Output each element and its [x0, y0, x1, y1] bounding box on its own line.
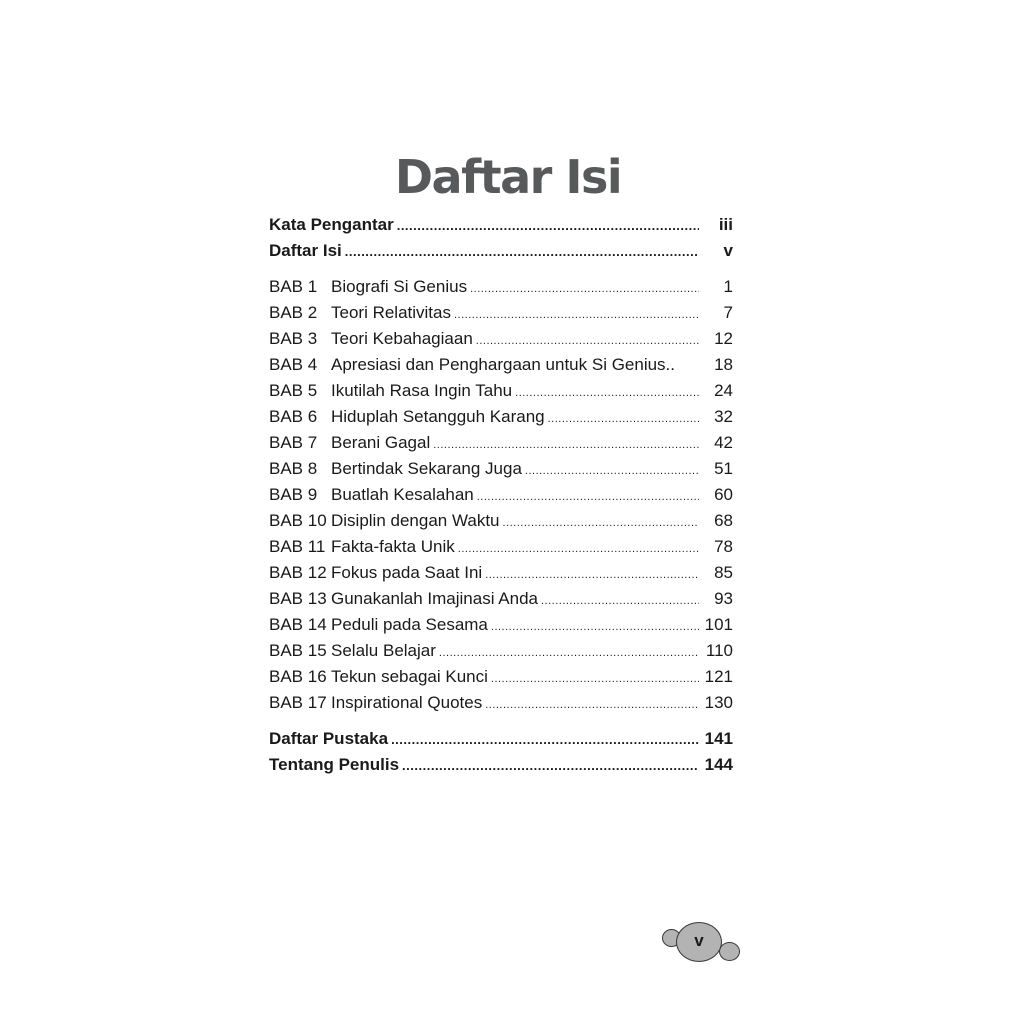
section-gap — [269, 264, 733, 274]
dot-leader — [454, 302, 699, 328]
chapter-number: BAB 8 — [269, 459, 318, 478]
chapter-number: BAB 2 — [269, 303, 318, 322]
toc-row-front-matter[interactable] — [269, 212, 733, 238]
chapter-title: Apresiasi dan Penghargaan untuk Si Genius.. — [331, 355, 676, 374]
toc-page-number: 68 — [714, 511, 733, 530]
chapter-title: Fakta-fakta Unik — [331, 537, 455, 556]
toc-row-chapter[interactable] — [269, 456, 733, 482]
dot-leader — [433, 432, 699, 458]
toc-page-number: 110 — [705, 641, 733, 660]
toc-page-number: 85 — [714, 563, 733, 582]
toc-row-back-matter[interactable] — [269, 752, 733, 778]
chapter-title: Peduli pada Sesama — [331, 615, 488, 634]
toc-row-chapter[interactable] — [269, 482, 733, 508]
toc-row-chapter[interactable] — [269, 638, 733, 664]
table-of-contents — [269, 212, 733, 778]
toc-row-chapter[interactable] — [269, 690, 733, 716]
toc-page-number: 7 — [723, 303, 733, 322]
chapter-title: Teori Relativitas — [331, 303, 451, 322]
toc-page-number: 12 — [714, 329, 733, 348]
toc-row-chapter[interactable] — [269, 534, 733, 560]
chapter-title: Teori Kebahagiaan — [331, 329, 473, 348]
dot-leader — [458, 536, 699, 562]
toc-page-number: 78 — [714, 537, 733, 556]
toc-page-number: 121 — [704, 667, 733, 686]
chapter-title: Gunakanlah Imajinasi Anda — [331, 589, 538, 608]
dot-leader — [485, 692, 699, 718]
toc-page-number: 1 — [723, 277, 733, 296]
chapter-title: Fokus pada Saat Ini — [331, 563, 483, 582]
toc-page-number: 141 — [704, 729, 733, 748]
chapter-number: BAB 6 — [269, 407, 318, 426]
dot-leader — [525, 458, 699, 484]
toc-page-number: 32 — [714, 407, 733, 426]
chapter-title: Tekun sebagai Kunci — [331, 667, 488, 686]
dot-leader — [439, 640, 699, 666]
toc-page-number: 42 — [714, 433, 733, 452]
chapter-number: BAB 16 — [269, 667, 327, 686]
toc-entry-label: Tentang Penulis — [269, 755, 400, 774]
chapter-number: BAB 1 — [269, 277, 318, 296]
dot-leader — [477, 484, 699, 510]
toc-row-chapter[interactable] — [269, 378, 733, 404]
toc-row-chapter[interactable] — [269, 352, 733, 378]
toc-page-number: 60 — [714, 485, 733, 504]
chapter-title: Biografi Si Genius — [331, 277, 468, 296]
dot-leader — [485, 562, 699, 588]
toc-row-chapter[interactable] — [269, 664, 733, 690]
toc-row-back-matter[interactable] — [269, 726, 733, 752]
toc-row-chapter[interactable] — [269, 300, 733, 326]
toc-row-front-matter[interactable] — [269, 238, 733, 264]
dot-leader — [397, 213, 699, 239]
toc-page-number: 93 — [714, 589, 733, 608]
page-number: v — [694, 931, 704, 950]
chapter-title: Berani Gagal — [331, 433, 431, 452]
toc-row-chapter[interactable] — [269, 586, 733, 612]
chapter-number: BAB 3 — [269, 329, 318, 348]
chapter-number: BAB 11 — [269, 537, 326, 556]
toc-entry-label: Daftar Pustaka — [269, 729, 389, 748]
toc-row-chapter[interactable] — [269, 404, 733, 430]
badge-bubble-right — [719, 942, 740, 961]
chapter-title: Hiduplah Setangguh Karang — [331, 407, 545, 426]
dot-leader — [476, 328, 699, 354]
chapter-number: BAB 12 — [269, 563, 327, 582]
toc-page-number: 144 — [704, 755, 733, 774]
toc-row-chapter[interactable] — [269, 326, 733, 352]
chapter-title: Ikutilah Rasa Ingin Tahu — [331, 381, 513, 400]
toc-page-number: 101 — [704, 615, 733, 634]
toc-entry-label: Kata Pengantar — [269, 215, 394, 234]
page-title: Daftar Isi — [394, 149, 622, 204]
toc-page-number: 24 — [714, 381, 733, 400]
toc-page-number: 51 — [714, 459, 733, 478]
chapter-title: Inspirational Quotes — [331, 693, 483, 712]
page-number-badge — [660, 918, 744, 968]
chapter-number: BAB 10 — [269, 511, 327, 530]
toc-page-number: v — [723, 241, 733, 260]
dot-leader — [402, 753, 699, 779]
dot-leader — [515, 380, 699, 406]
chapter-number: BAB 9 — [269, 485, 318, 504]
chapter-number: BAB 15 — [269, 641, 327, 660]
toc-page-number: iii — [718, 215, 733, 234]
chapter-number: BAB 4 — [269, 355, 318, 374]
dot-leader — [541, 588, 699, 614]
toc-row-chapter[interactable] — [269, 560, 733, 586]
toc-row-chapter[interactable] — [269, 508, 733, 534]
chapter-title: Bertindak Sekarang Juga — [331, 459, 522, 478]
chapter-title: Buatlah Kesalahan — [331, 485, 474, 504]
dot-leader — [470, 276, 699, 302]
chapter-number: BAB 5 — [269, 381, 318, 400]
dot-leader — [491, 666, 699, 692]
chapter-title: Disiplin dengan Waktu — [331, 511, 500, 530]
dot-leader — [491, 614, 699, 640]
dot-leader — [548, 406, 699, 432]
chapter-number: BAB 7 — [269, 433, 318, 452]
dot-leader — [503, 510, 699, 536]
toc-row-chapter[interactable] — [269, 430, 733, 456]
toc-row-chapter[interactable] — [269, 612, 733, 638]
chapter-number: BAB 13 — [269, 589, 327, 608]
chapter-list — [269, 274, 733, 716]
toc-entry-label: Daftar Isi — [269, 241, 342, 260]
dot-leader — [345, 239, 699, 265]
chapter-number: BAB 17 — [269, 693, 327, 712]
dot-leader — [391, 727, 699, 753]
chapter-title: Selalu Belajar — [331, 641, 436, 660]
toc-row-chapter[interactable] — [269, 274, 733, 300]
toc-page-number: 130 — [704, 693, 733, 712]
chapter-number: BAB 14 — [269, 615, 327, 634]
toc-page-number: 18 — [714, 355, 733, 374]
